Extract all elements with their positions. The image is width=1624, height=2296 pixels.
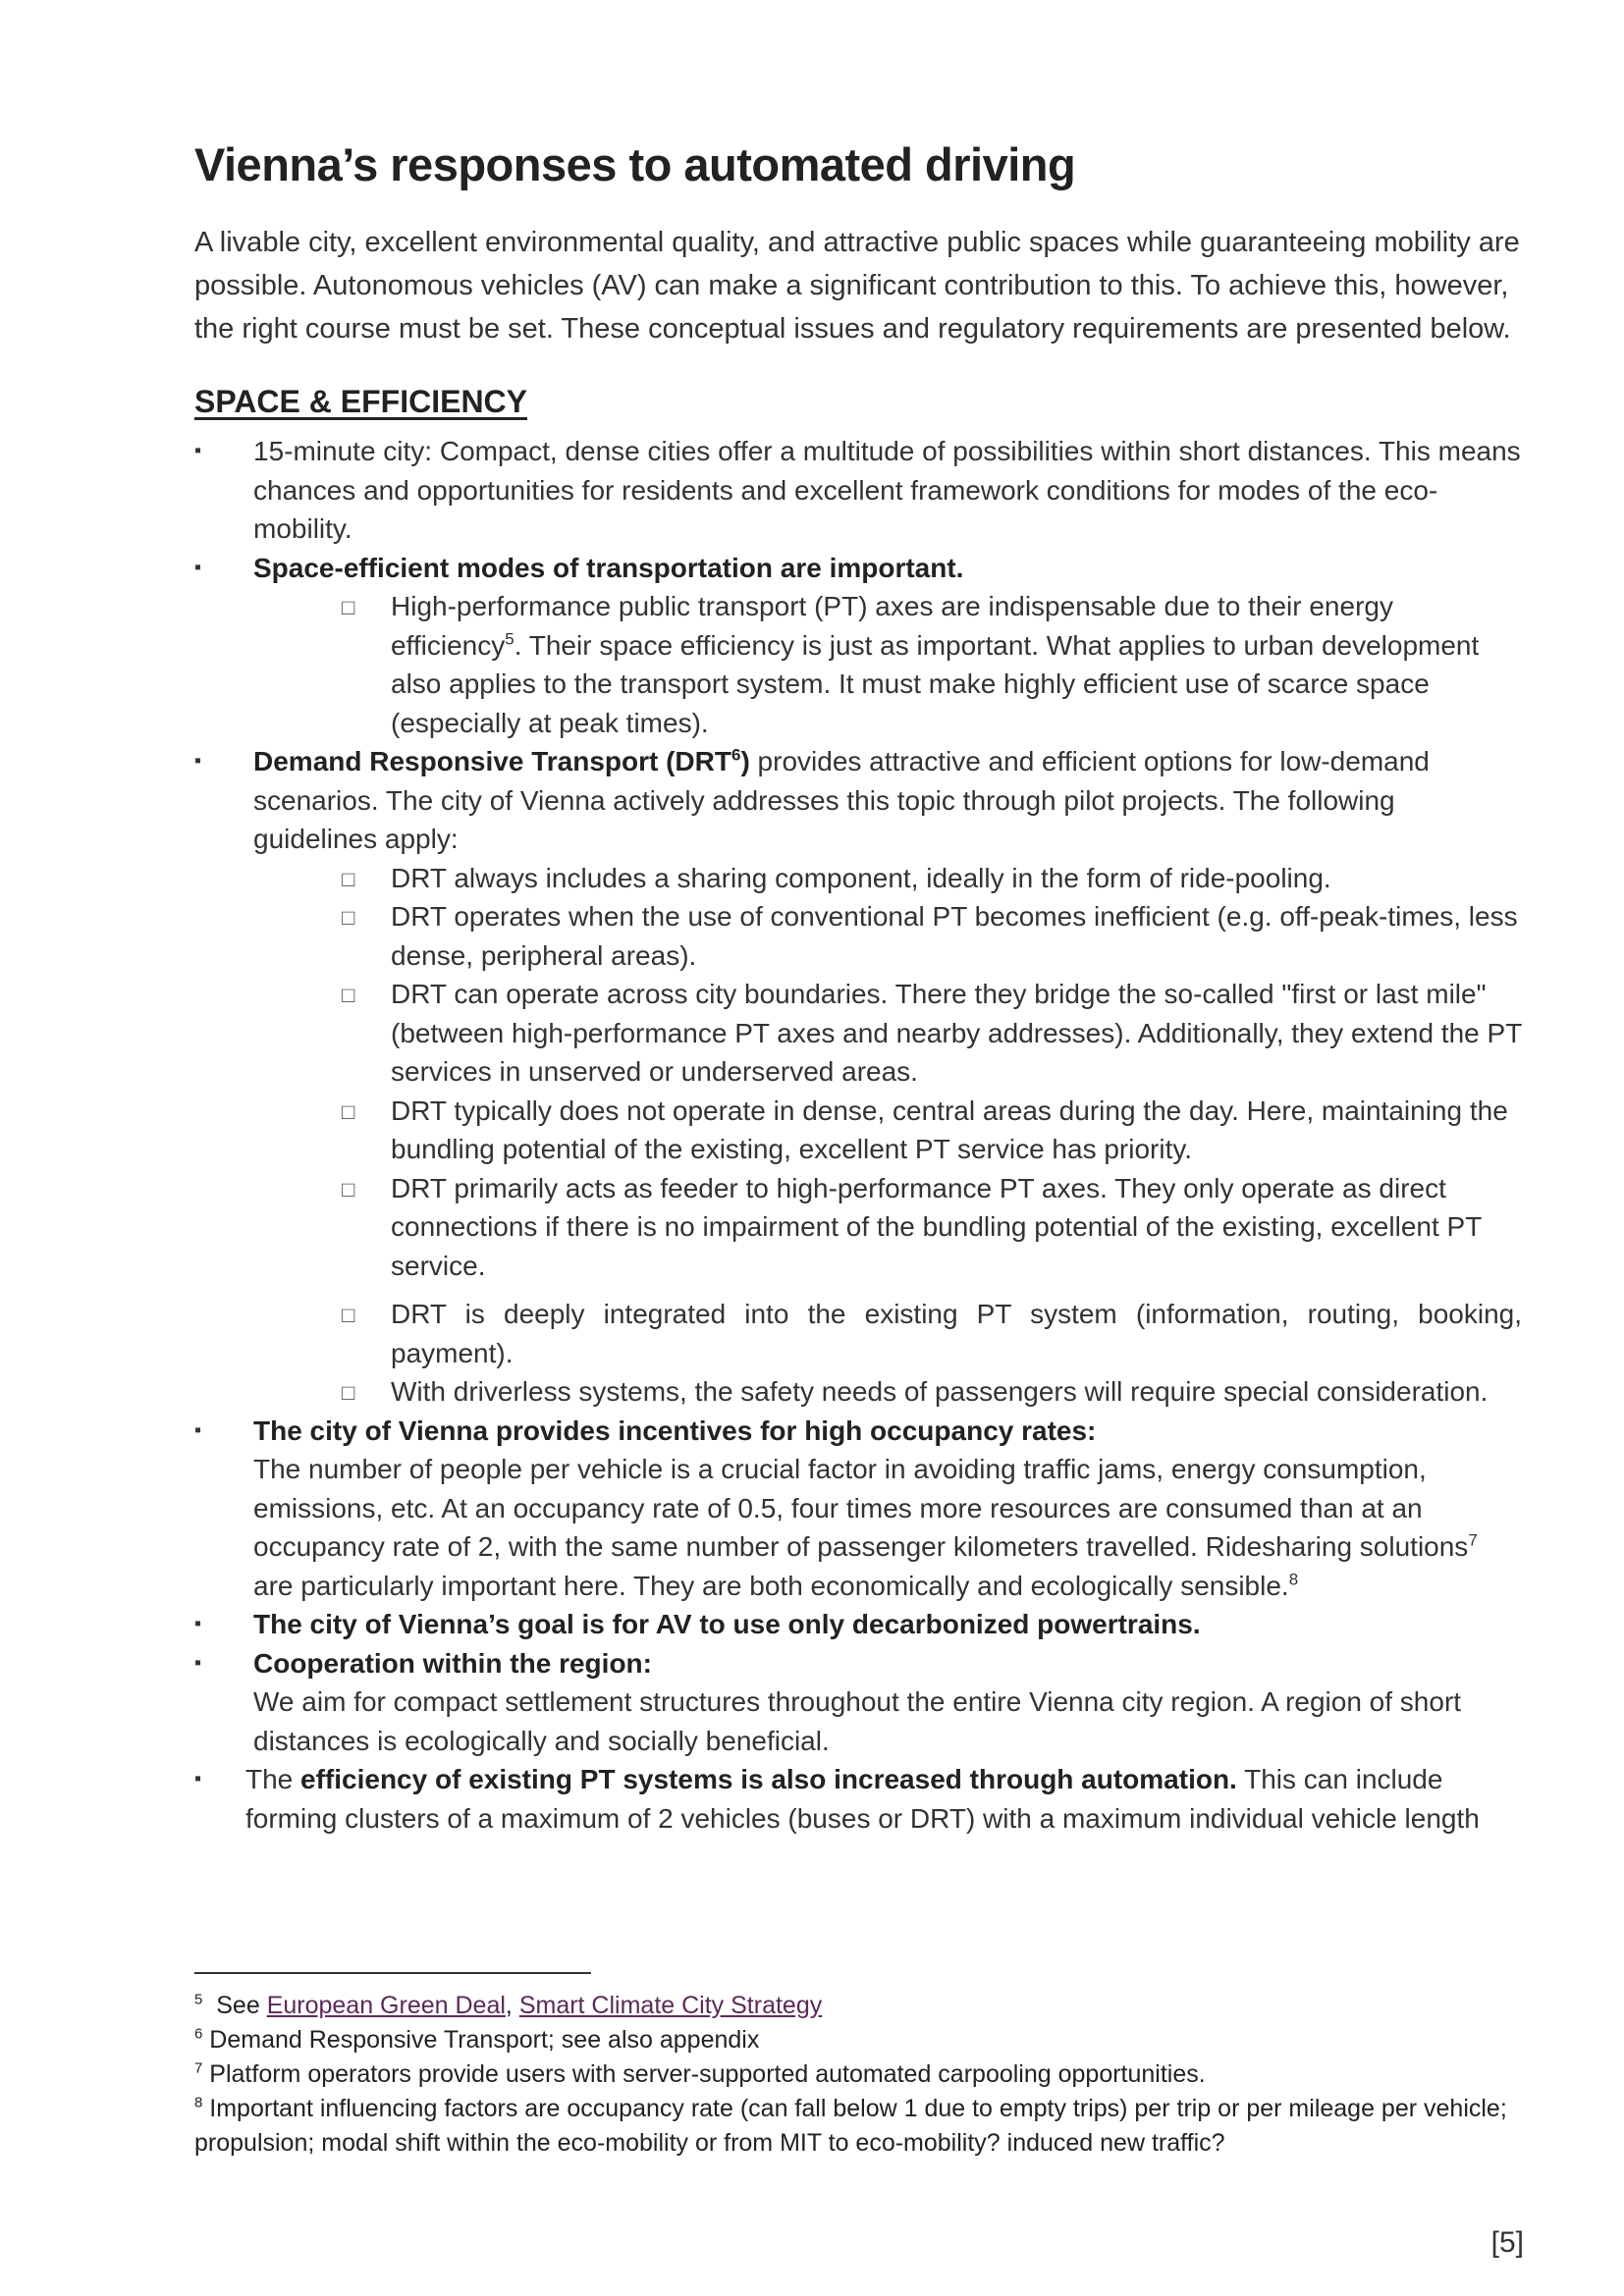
bullet-text: The number of people per vehicle is a crucial factor in avoiding traffic jams, energy consumption, emissions, etc. At an occupancy rate of 0.5, four times more resources are consumed than at an occupancy rate of 2, with the same number of passenger kilometers travelled. Ridesharing solutions [253,1454,1469,1562]
bullet-bold-text: The city of Vienna provides incentives for high occupancy rates: [253,1415,1097,1446]
footnote-text: See [216,1992,267,2019]
bullet-marker-icon: ▪ [194,750,202,772]
bullet-marker-icon: ▪ [194,1613,202,1634]
drt-label-close: ) [740,746,750,776]
sub-bullet-text: With driverless systems, the safety needs of passengers will require special consideration. [391,1376,1489,1407]
sub-bullet-text: DRT primarily acts as feeder to high-performance PT axes. They only operate as direct connections if there is no impairment of the bundling potential of the existing, excellent PT service. [391,1172,1482,1281]
footnote-text: Important influencing factors are occupancy rate (can fall below 1 due to empty trips) per trip or per mileage per vehicle; propulsion; modal shift within the eco-mobility or from MIT to eco-mobility? induced new traffic? [194,2095,1507,2157]
footnotes [194,1989,1530,2161]
bullet-text: We aim for compact settlement structures throughout the entire Vienna city region. A region of short distances is ecologically and socially beneficial. [253,1686,1462,1756]
checkbox-square-icon: □ [342,1303,355,1327]
bullet-marker-icon: ▪ [194,1651,202,1674]
bullet-marker-icon: ▪ [194,556,202,578]
sub-list-item [194,897,1522,975]
bullet-bold-text: efficiency of existing PT systems is also increased through automation. [300,1764,1237,1794]
sub-list-item [194,587,1522,742]
footnote-ref-8: 8 [1288,1570,1299,1589]
list-item [194,742,1522,859]
section-space-efficiency [194,432,1522,1838]
checkbox-square-icon: □ [342,905,355,930]
list-item [194,1412,1522,1606]
sub-list-item [194,1295,1522,1372]
footnote-divider [194,1972,591,1974]
footnote-number: 5 [194,1991,203,2008]
smart-climate-city-strategy-link[interactable]: Smart Climate City Strategy [518,1992,823,2019]
document-body [194,137,1522,1838]
bullet-marker-icon: ▪ [194,1418,202,1441]
list-item [194,549,1522,588]
sub-list-item [194,975,1522,1092]
checkbox-square-icon: □ [342,1380,355,1405]
sub-bullet-text: DRT typically does not operate in dense, central areas during the day. Here, maintaining the bundling potential of the existing, excellent PT service has priority. [391,1095,1508,1164]
bullet-bold-text: Space-efficient modes of transportation are important. [253,552,964,583]
checkbox-square-icon: □ [342,1098,355,1124]
footnote-ref-7: 7 [1468,1530,1478,1550]
footnote-text: Platform operators provide users with server-supported automated carpooling opportunities. [202,2060,1206,2088]
european-green-deal-link[interactable]: European Green Deal [266,1992,506,2019]
footnote-6 [194,2023,1530,2057]
checkbox-square-icon: □ [342,595,355,619]
sub-bullet-text: DRT is deeply integrated into the existing PT system (information, routing, booking, payment). [391,1299,1522,1368]
sub-list-item [194,1169,1522,1286]
footnote-text: Demand Responsive Transport; see also appendix [202,2026,760,2054]
checkbox-square-icon: □ [342,866,355,891]
footnote-separator: , [505,1992,519,2019]
sub-bullet-text: DRT operates when the use of conventional PT becomes inefficient (e.g. off-peak-times, less dense, peripheral areas). [391,901,1518,971]
page-title: Vienna’s responses to automated driving [194,138,1076,190]
section-heading: SPACE & EFFICIENCY [194,384,527,419]
page-number: [5] [1490,2226,1524,2259]
bullet-text-pre: The [245,1764,301,1794]
sub-list-item [194,1092,1522,1169]
footnote-ref-6: 6 [731,745,741,765]
footnote-number: 8 [194,2094,203,2111]
bullet-text: provides attractive and efficient options for low-demand scenarios. The city of Vienna actively addresses this topic through pilot projects. The following guidelines apply: [253,746,1430,854]
intro-paragraph: A livable city, excellent environmental quality, and attractive public spaces while guaranteeing mobility are possible. Autonomous vehicles (AV) can make a significant contribution to this. To achieve this, however, the right course must be set. These conceptual issues and regulatory requirements are presented below. [194,227,1520,345]
list-item [194,1644,1522,1761]
footnote-number: 7 [194,2059,203,2077]
list-item [194,1605,1522,1644]
drt-label: Demand Responsive Transport (DRT [253,746,731,776]
bullet-text-cont: are particularly important here. They are both economically and ecologically sensible. [253,1570,1289,1601]
sub-bullet-text-cont: . Their space efficiency is just as important. What applies to urban development also applies to the transport system. It must make highly efficient use of scarce space (especially at peak times). [391,629,1480,738]
sub-bullet-text: High-performance public transport (PT) axes are indispensable due to their energy efficiency [391,591,1393,661]
bullet-marker-icon: ▪ [194,440,202,461]
list-item [194,1760,1522,1838]
checkbox-square-icon: □ [342,983,355,1007]
bullet-bold-text: Cooperation within the region: [253,1647,652,1679]
bullet-text: 15-minute city: Compact, dense cities offer a multitude of possibilities within short distances. This means chances and opportunities for residents and excellent framework conditions for modes of the eco-mobility. [253,436,1521,544]
bullet-text: This can include forming clusters of a maximum of 2 vehicles (buses or DRT) with a maximum individual vehicle length [245,1764,1480,1834]
checkbox-square-icon: □ [342,1176,355,1201]
bullet-marker-icon: ▪ [194,1768,202,1789]
sub-bullet-text: DRT always includes a sharing component, ideally in the form of ride-pooling. [391,862,1331,893]
sub-list-item [194,1372,1522,1412]
footnote-5 [194,1989,1530,2023]
bullet-bold-text [253,746,750,776]
footnote-number: 6 [194,2025,203,2043]
footnote-8 [194,2092,1530,2161]
sub-bullet-text: DRT can operate across city boundaries. There they bridge the so-called "first or last mile" (between high-performance PT axes and nearby addresses). Additionally, they extend the PT services in unserved or underserved areas. [391,979,1522,1087]
list-item [194,432,1522,549]
bullet-bold-text: The city of Vienna’s goal is for AV to use only decarbonized powertrains. [253,1609,1201,1639]
footnote-ref-5: 5 [505,629,514,649]
footnote-7 [194,2057,1530,2092]
sub-list-item [194,859,1522,898]
